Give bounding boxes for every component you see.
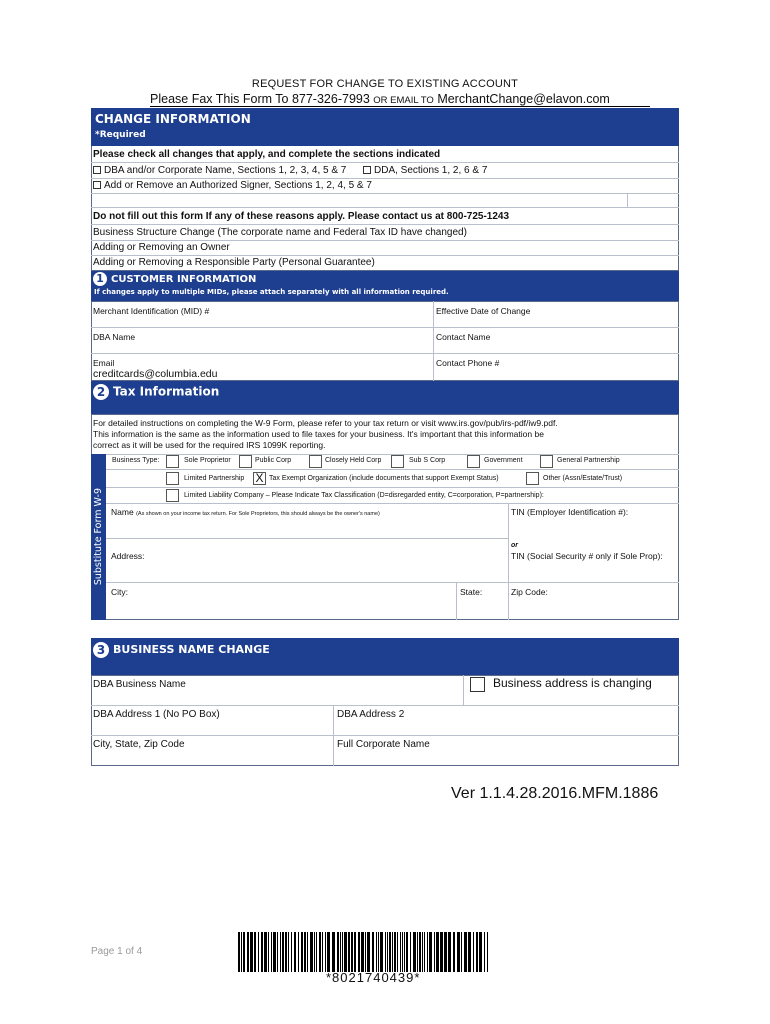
dba-business-name-label: DBA Business Name [93, 679, 186, 690]
public-corp-label: Public Corp [255, 457, 292, 464]
barcode-bar [457, 932, 460, 972]
barcode-bar [358, 932, 360, 972]
change-info-header [91, 108, 679, 146]
barcode-bar [342, 932, 343, 972]
option-signer[interactable]: Add or Remove an Authorized Signer, Sections 1, 2, 4, 5 & 7 [93, 180, 372, 191]
barcode-bar [392, 932, 393, 972]
zip-code-label: Zip Code: [511, 587, 548, 597]
email-value[interactable]: creditcards@columbia.edu [93, 368, 218, 380]
barcode-bar [424, 932, 425, 972]
barcode-bar [241, 932, 242, 972]
sub-s-corp-label: Sub S Corp [409, 457, 446, 464]
barcode-bar [380, 932, 383, 972]
checkbox[interactable] [93, 166, 101, 174]
barcode-bar [310, 932, 313, 972]
barcode-bar [413, 932, 416, 972]
barcode-bar [301, 932, 303, 972]
tax-instructions-3: correct as it will be used for the required IRS 1099K reporting. [93, 440, 326, 450]
barcode-bar [238, 932, 240, 972]
section-number: 1 [93, 272, 107, 286]
option-dda[interactable]: DDA, Sections 1, 2, 6 & 7 [363, 165, 487, 176]
barcode-bar [282, 932, 284, 972]
barcode-bar [367, 932, 370, 972]
general-partnership-label: General Partnership [557, 457, 620, 464]
checkbox[interactable] [363, 166, 371, 174]
checkbox[interactable] [93, 181, 101, 189]
government-checkbox[interactable] [467, 455, 480, 468]
limited-partnership-checkbox[interactable] [166, 472, 179, 485]
barcode-bar [468, 932, 471, 972]
contact-name-label: Contact Name [436, 332, 491, 342]
full-corporate-name-label: Full Corporate Name [337, 739, 430, 750]
barcode-bar [479, 932, 482, 972]
business-name-header [91, 638, 679, 675]
barcode-bar [361, 932, 364, 972]
reason-structure: Business Structure Change (The corporate name and Federal Tax ID have changed) [93, 227, 467, 238]
business-name-title: BUSINESS NAME CHANGE [113, 643, 270, 656]
other-checkbox[interactable] [526, 472, 539, 485]
barcode-bar [340, 932, 341, 972]
barcode-bar [419, 932, 421, 972]
barcode-bar [400, 932, 401, 972]
name-label: Name (As shown on your income tax return. For Sole Proprietors, this should always be the owner's name) [111, 507, 380, 517]
barcode-bar [372, 932, 374, 972]
barcode-bar [264, 932, 267, 972]
llc-checkbox[interactable] [166, 489, 179, 502]
check-heading: Please check all changes that apply, and complete the sections indicated [93, 149, 441, 160]
barcode-bar [402, 932, 403, 972]
version-label: Ver 1.1.4.28.2016.MFM.1886 [451, 785, 659, 802]
dba-address-1-label: DBA Address 1 (No PO Box) [93, 709, 220, 720]
barcode-text: *8021740439* [326, 970, 421, 985]
city-state-zip-label: City, State, Zip Code [93, 739, 185, 750]
other-label: Other (Assn/Estate/Trust) [543, 475, 623, 482]
required-note: *Required [95, 130, 146, 140]
sub-s-corp-checkbox[interactable] [391, 455, 404, 468]
contact-phone-label: Contact Phone # [436, 358, 500, 368]
fax-prefix: Please Fax This Form To 877-326-7993 [150, 92, 370, 106]
business-type-label: Business Type: [112, 457, 160, 464]
barcode-bar [389, 932, 391, 972]
barcode-bar [434, 932, 435, 972]
option-dba-corp[interactable]: DBA and/or Corporate Name, Sections 1, 2, 3, 4, 5 & 7 [93, 165, 346, 176]
barcode-bar [268, 932, 269, 972]
barcode-bar [397, 932, 398, 972]
tax-instructions-1: For detailed instructions on completing the W-9 Form, please refer to your tax return or visit www.irs.gov/pub/irs-pdf/iw9.pdf. [93, 418, 558, 428]
or-label: or [511, 542, 518, 549]
city-label: City: [111, 587, 128, 597]
barcode-bar [476, 932, 478, 972]
barcode-bar [254, 932, 256, 972]
barcode-bar [473, 932, 474, 972]
barcode-bar [258, 932, 259, 972]
closely-held-checkbox[interactable] [309, 455, 322, 468]
tax-info-header [91, 381, 679, 414]
barcode-bar [285, 932, 287, 972]
barcode-bar [429, 932, 432, 972]
address-label: Address: [111, 551, 145, 561]
barcode-bar [304, 932, 306, 972]
barcode-bar [316, 932, 317, 972]
closely-held-label: Closely Held Corp [325, 457, 382, 464]
fax-or: OR EMAIL TO [373, 95, 434, 106]
tax-instructions-2: This information is the same as the information used to file taxes for your business. It's important that this information be [93, 429, 544, 439]
barcode-bar [404, 932, 405, 972]
barcode-bar [291, 932, 292, 972]
barcode-bar [271, 932, 272, 972]
barcode-bar [277, 932, 278, 972]
section-number: 3 [93, 642, 109, 658]
limited-partnership-label: Limited Partnership [184, 475, 245, 482]
barcode-bar [354, 932, 356, 972]
barcode-bar [410, 932, 411, 972]
address-changing-checkbox[interactable] [470, 677, 485, 692]
name-note: (As shown on your income tax return. For Sole Proprietors, this should always be the owner's name) [136, 511, 380, 517]
barcode-bar [261, 932, 263, 972]
customer-info-title: CUSTOMER INFORMATION [111, 274, 257, 285]
tax-info-title: Tax Information [113, 384, 220, 399]
barcode-bar [422, 932, 423, 972]
barcode-bar [436, 932, 439, 972]
barcode-bar [464, 932, 467, 972]
mid-label: Merchant Identification (MID) # [93, 306, 210, 316]
dba-name-label: DBA Name [93, 332, 136, 342]
dba-address-2-label: DBA Address 2 [337, 709, 405, 720]
barcode-bar [322, 932, 323, 972]
fax-instructions [150, 92, 650, 107]
change-info-title: CHANGE INFORMATION [95, 112, 251, 126]
w9-side-label: Substitute Form W-9 [93, 488, 104, 586]
barcode-bar [319, 932, 321, 972]
barcode-bar [351, 932, 353, 972]
sole-proprietor-label: Sole Proprietor [184, 457, 231, 464]
barcode-bar [348, 932, 350, 972]
effective-date-label: Effective Date of Change [436, 306, 531, 316]
barcode-bar [487, 932, 488, 972]
barcode-bar [337, 932, 339, 972]
barcode-bar [378, 932, 379, 972]
barcode-bar [243, 932, 245, 972]
address-changing-label: Business address is changing [493, 676, 652, 690]
reason-guarantee: Adding or Removing a Responsible Party (Personal Guarantee) [93, 257, 375, 268]
barcode-bar [314, 932, 315, 972]
barcode-bar [307, 932, 308, 972]
tin-employer-label: TIN (Employer Identification #): [511, 507, 629, 517]
barcode-bar [461, 932, 462, 972]
barcode-bar [440, 932, 443, 972]
barcode-bar [280, 932, 281, 972]
barcode-bar [294, 932, 296, 972]
sole-proprietor-checkbox[interactable] [166, 455, 179, 468]
barcode-bar [394, 932, 396, 972]
barcode-bar [325, 932, 326, 972]
customer-info-header [91, 271, 679, 301]
barcode-bar [406, 932, 408, 972]
government-label: Government [484, 457, 523, 464]
barcode-bar [273, 932, 276, 972]
form-title: REQUEST FOR CHANGE TO EXISTING ACCOUNT [251, 78, 519, 90]
barcode-bar [288, 932, 289, 972]
barcode-bar [250, 932, 253, 972]
tin-ssn-label: TIN (Social Security # only if Sole Prop): [511, 551, 663, 561]
barcode-bar [332, 932, 335, 972]
tax-exempt-checkbox[interactable]: X [253, 472, 266, 485]
tax-exempt-label: Tax Exempt Organization (include documents that support Exempt Status) [269, 475, 499, 482]
barcode-bar [427, 932, 428, 972]
barcode-bar [484, 932, 485, 972]
barcode-bar [448, 932, 451, 972]
barcode-bar [344, 932, 347, 972]
barcode-bar [376, 932, 377, 972]
barcode-bar [387, 932, 388, 972]
email-label: Email [93, 358, 115, 368]
state-label: State: [460, 587, 483, 597]
barcode [238, 932, 490, 972]
customer-info-subtitle: If changes apply to multiple MIDs, please attach separately with all information required. [94, 288, 449, 296]
do-not-heading: Do not fill out this form If any of these reasons apply. Please contact us at 800-725-1243 [93, 211, 510, 222]
barcode-bar [453, 932, 455, 972]
barcode-bar [444, 932, 447, 972]
reason-owner: Adding or Removing an Owner [93, 242, 230, 253]
fax-email[interactable]: MerchantChange@elavon.com [437, 92, 610, 106]
barcode-bar [327, 932, 330, 972]
general-partnership-checkbox[interactable] [540, 455, 553, 468]
public-corp-checkbox[interactable] [239, 455, 252, 468]
barcode-bar [298, 932, 299, 972]
barcode-bar [247, 932, 249, 972]
barcode-bar [417, 932, 418, 972]
page-number: Page 1 of 4 [91, 946, 143, 957]
llc-label: Limited Liability Company – Please Indicate Tax Classification (D=disregarded entity, C=corporation, P=partnership): [184, 492, 544, 499]
section-number: 2 [93, 384, 109, 400]
barcode-bar [385, 932, 386, 972]
barcode-bar [365, 932, 366, 972]
